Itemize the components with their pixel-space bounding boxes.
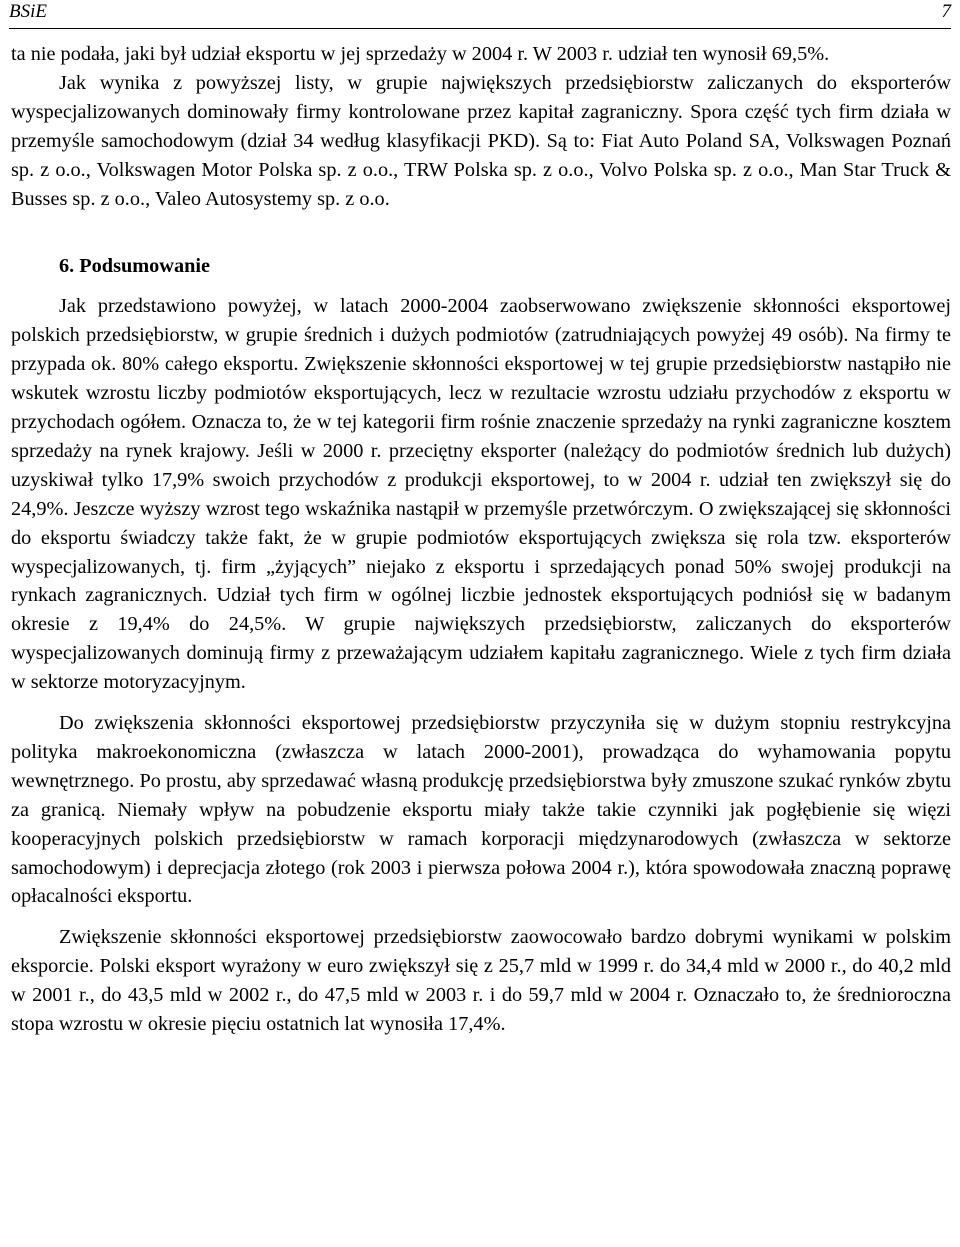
document-body: [11, 40, 951, 1039]
paragraph-summary-1: Jak przedstawiono powyżej, w latach 2000-2004 zaobserwowano zwiększenie skłonności eksportowej polskich przedsiębiorstw, w grupie średnich i dużych podmiotów (zatrudniających powyżej 49 osób). Na firmy te przypada ok. 80% całego eksportu. Zwiększenie skłonności eksportowej w tej grupie przedsiębiorstw nastąpiło nie wskutek wzrostu liczby podmiotów eksportujących, lecz w rezultacie wzrostu udziału przychodów z eksportu w przychodach ogółem. Oznacza to, że w tej kategorii firm rośnie znaczenie sprzedaży na rynki zagraniczne kosztem sprzedaży na rynek krajowy. Jeśli w 2000 r. przeciętny eksporter (należący do podmiotów średnich lub dużych) uzyskiwał tylko 17,9% swoich przychodów z produkcji eksportowej, to w 2004 r. udział ten zwiększył się do 24,9%. Jeszcze wyższy wzrost tego wskaźnika nastąpił w przemyśle przetwórczym. O zwiększającej się skłonności do eksportu świadczy także fakt, że w grupie podmiotów eksportujących zwiększa się rola tzw. eksporterów wyspecjalizowanych, tj. firm „żyjących” niejako z eksportu i sprzedających ponad 50% swojej produkcji na rynkach zagranicznych. Udział tych firm w ogólnej liczbie jednostek eksportujących podniósł się w badanym okresie z 19,4% do 24,5%. W grupie największych przedsiębiorstw, zaliczanych do eksporterów wyspecjalizowanych dominują firmy z przeważającym udziałem kapitału zagranicznego. Wiele z tych firm działa w sektorze motoryzacyjnym.: [11, 295, 951, 694]
paragraph-continuation: ta nie podała, jaki był udział eksportu w jej sprzedaży w 2004 r. W 2003 r. udział ten wynosił 69,5%.: [11, 43, 830, 65]
section-heading: 6. Podsumowanie: [59, 255, 211, 278]
paragraph-exporters-list: Jak wynika z powyższej listy, w grupie największych przedsiębiorstw zaliczanych do eksporterów wyspecjalizowanych dominowały firmy kontrolowane przez kapitał zagraniczny. Spora część tych firm działa w przemyśle samochodowym (dział 34 według klasyfikacji PKD). Są to: Fiat Auto Poland SA, Volkswagen Poznań sp. z o.o., Volkswagen Motor Polska sp. z o.o., TRW Polska sp. z o.o., Volvo Polska sp. z o.o., Man Star Truck & Busses sp. z o.o., Valeo Autosystemy sp. z o.o.: [11, 71, 951, 210]
running-header: [9, 0, 951, 29]
header-page-number: 7: [941, 1, 951, 22]
header-journal-name: BSiE: [9, 1, 47, 22]
paragraph-summary-2: Do zwiększenia skłonności eksportowej przedsiębiorstw przyczyniła się w dużym stopniu restrykcyjna polityka makroekonomiczna (zwłaszcza w latach 2000-2001), prowadząca do wyhamowania popytu wewnętrznego. Po prostu, aby sprzedawać własną produkcję przedsiębiorstwa były zmuszone szukać rynków zbytu za granicą. Niemały wpływ na pobudzenie eksportu miały także takie czynniki jak pogłębienie się więzi kooperacyjnych polskich przedsiębiorstw w ramach korporacji międzynarodowych (zwłaszcza w sektorze samochodowym) i deprecjacja złotego (rok 2003 i pierwsza połowa 2004 r.), która spowodowała znaczną poprawę opłacalności eksportu.: [11, 712, 951, 908]
paragraph-summary-3: Zwiększenie skłonności eksportowej przedsiębiorstw zaowocowało bardzo dobrymi wynikami w polskim eksporcie. Polski eksport wyrażony w euro zwiększył się z 25,7 mld w 1999 r. do 34,4 mld w 2000 r., do 40,2 mld w 2001 r., do 43,5 mld w 2002 r., do 47,5 mld w 2003 r. i do 59,7 mld w 2004 r. Oznaczało to, że średnioroczna stopa wzrostu w okresie pięciu ostatnich lat wynosiła 17,4%.: [11, 926, 951, 1036]
